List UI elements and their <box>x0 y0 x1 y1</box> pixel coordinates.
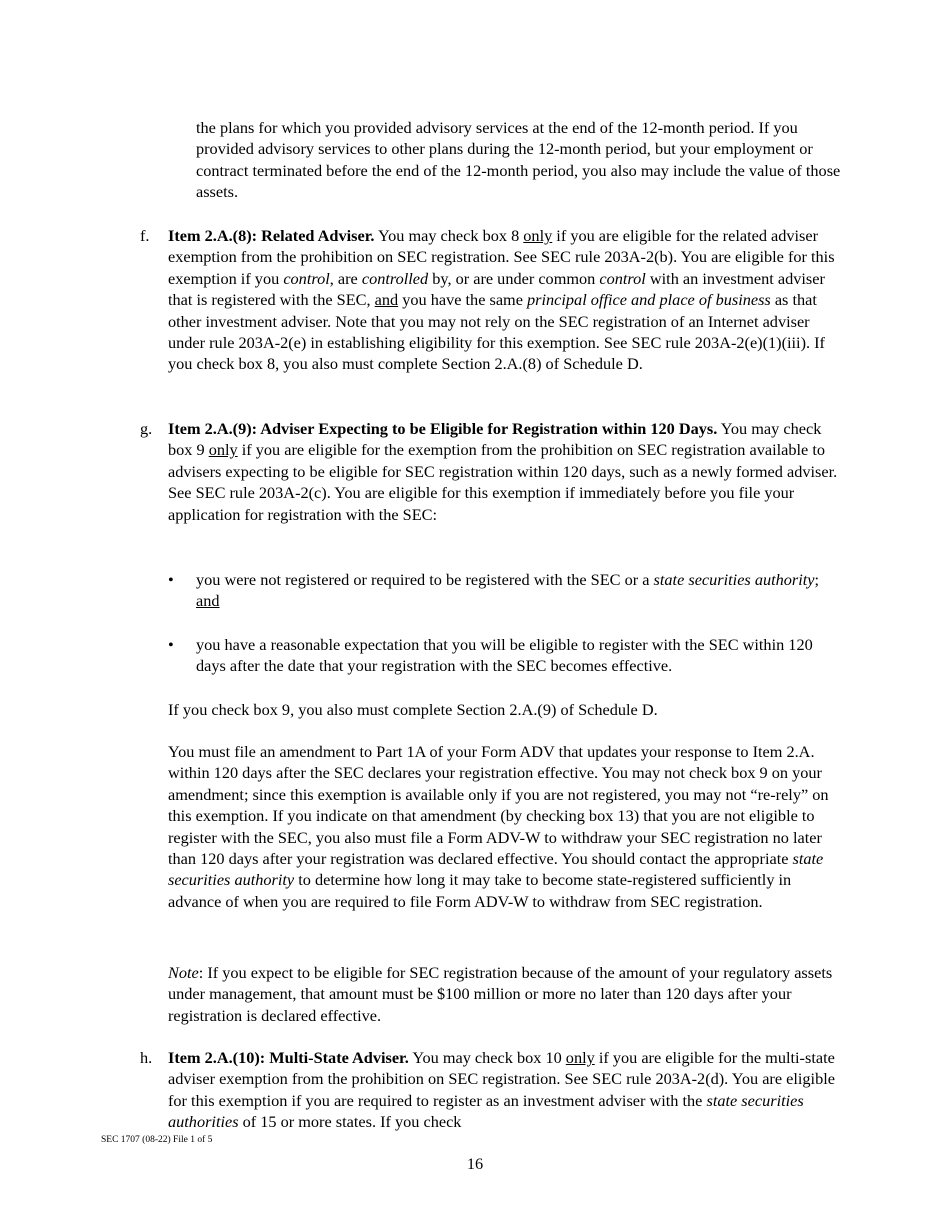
item-f-text: , are <box>329 268 362 288</box>
item-f-term-control: control <box>599 268 646 288</box>
item-h-label: h. <box>140 1048 153 1067</box>
item-g-para-amendment-part: to determine how long it may take to become state-registered sufficiently in advance of when you are required to file Form ADV-W to withdraw from SEC registration. <box>168 870 792 911</box>
item-f-term-pob: principal office and place of business <box>527 290 771 310</box>
bullet-1-glyph: • <box>168 570 174 589</box>
item-g-text: You may check box 9 <box>168 419 822 460</box>
item-g-label: g. <box>140 419 153 438</box>
page-number: 16 <box>466 1154 484 1173</box>
item-h-heading: Item 2.A.(10): Multi-State Adviser. <box>168 1048 409 1067</box>
item-f-heading: Item 2.A.(8): Related Adviser. <box>168 226 375 245</box>
item-f-text: as that other investment adviser. Note that you may not rely on the SEC registration of an Internet adviser under rule 203A-2(e) in establishing eligibility for this exemption. See SEC rule 203A-2(e)(1)(iii). If you check box 8, you also must complete Section 2.A.(8) of Schedule D. <box>168 290 825 374</box>
item-f-text: if you are eligible for the related adviser exemption from the prohibition on SEC registration. See SEC rule 203A-2(b). You are eligible for this exemption if you <box>168 226 835 288</box>
item-f-term-controlled: controlled <box>361 268 429 288</box>
bullet-1-term: state securities authority <box>653 570 815 589</box>
item-f-label: f. <box>140 226 150 245</box>
item-g-para-amendment <box>168 741 848 912</box>
item-f-only: only <box>523 226 553 245</box>
item-f-text: by, or are under common <box>428 268 600 288</box>
item-h-paragraph <box>168 1047 848 1133</box>
bullet-1-text <box>196 569 846 612</box>
note-text: : If you expect to be eligible for SEC registration because of the amount of your regulatory assets under management, that amount must be $100 million or more no later than 120 days after your registration is declared effective. <box>168 963 833 1025</box>
note-label: Note <box>168 963 199 982</box>
item-h-only: only <box>565 1048 595 1067</box>
item-f-and: and <box>374 290 399 310</box>
item-g-note <box>168 962 848 1026</box>
item-g-only: only <box>208 440 238 460</box>
bullet-2-text: you have a reasonable expectation that you will be eligible to register with the SEC within 120 days after the date that your registration with the SEC becomes effective. <box>196 635 813 676</box>
item-f-paragraph <box>168 225 848 375</box>
item-h-term: state securities authorities <box>168 1090 804 1132</box>
form-footer: SEC 1707 (08-22) File 1 of 5 <box>101 1135 213 1145</box>
item-g-para-amendment-part: You must file an amendment to Part 1A of your Form ADV that updates your response to Item 2.A. within 120 days after the SEC declares your registration effective. You may not check box 9 on your amendment; since this exemption is available only if you are not registered, you may not “re-rely” on this exemption. If you indicate on that amendment (by checking box 13) that you are not eligible to register with the SEC, you also must file a Form ADV-W to withdraw your SEC registration no later than 120 days after your registration was declared effective. You should contact the appropriate <box>168 742 829 869</box>
continuation-paragraph: the plans for which you provided advisory services at the end of the 12-month period. If you provided advisory services to other plans during the 12-month period, but your employment or contract terminated before the end of the 12-month period, you also may include the value of those assets. <box>196 118 841 202</box>
item-f-term-control: control <box>283 268 330 288</box>
item-f-text: you have the same <box>398 290 528 310</box>
item-h-text: if you are eligible for the multi-state adviser exemption from the prohibition on SEC registration. See SEC rule 203A-2(d). You are eligible for this exemption if you are required to register as an investment adviser with the <box>168 1048 835 1110</box>
item-g-paragraph <box>168 418 848 525</box>
item-g-para-amendment-term: state securities authority <box>168 849 824 890</box>
item-g-heading: Item 2.A.(9): Adviser Expecting to be Eligible for Registration within 120 Days. <box>168 419 718 438</box>
bullet-1-part: you were not registered or required to be registered with the SEC or a <box>196 570 654 589</box>
bullet-2-glyph: • <box>168 635 174 654</box>
item-f-text: with an investment adviser that is registered with the SEC, <box>168 268 825 310</box>
bullet-1-and: and <box>196 591 220 611</box>
item-g-para-schedule-d: If you check box 9, you also must complete Section 2.A.(9) of Schedule D. <box>168 700 658 719</box>
item-h-text: of 15 or more states. If you check <box>238 1112 462 1132</box>
bullet-1-part: ; <box>814 570 820 589</box>
item-f-text: You may check box 8 <box>374 226 524 245</box>
item-h-text: You may check box 10 <box>408 1048 566 1067</box>
item-g-text: if you are eligible for the exemption from the prohibition on SEC registration available to advisers expecting to be eligible for SEC registration within 120 days, such as a newly formed adviser. See SEC rule 203A-2(c). You are eligible for this exemption if immediately before you file your application for registration with the SEC: <box>168 440 838 524</box>
